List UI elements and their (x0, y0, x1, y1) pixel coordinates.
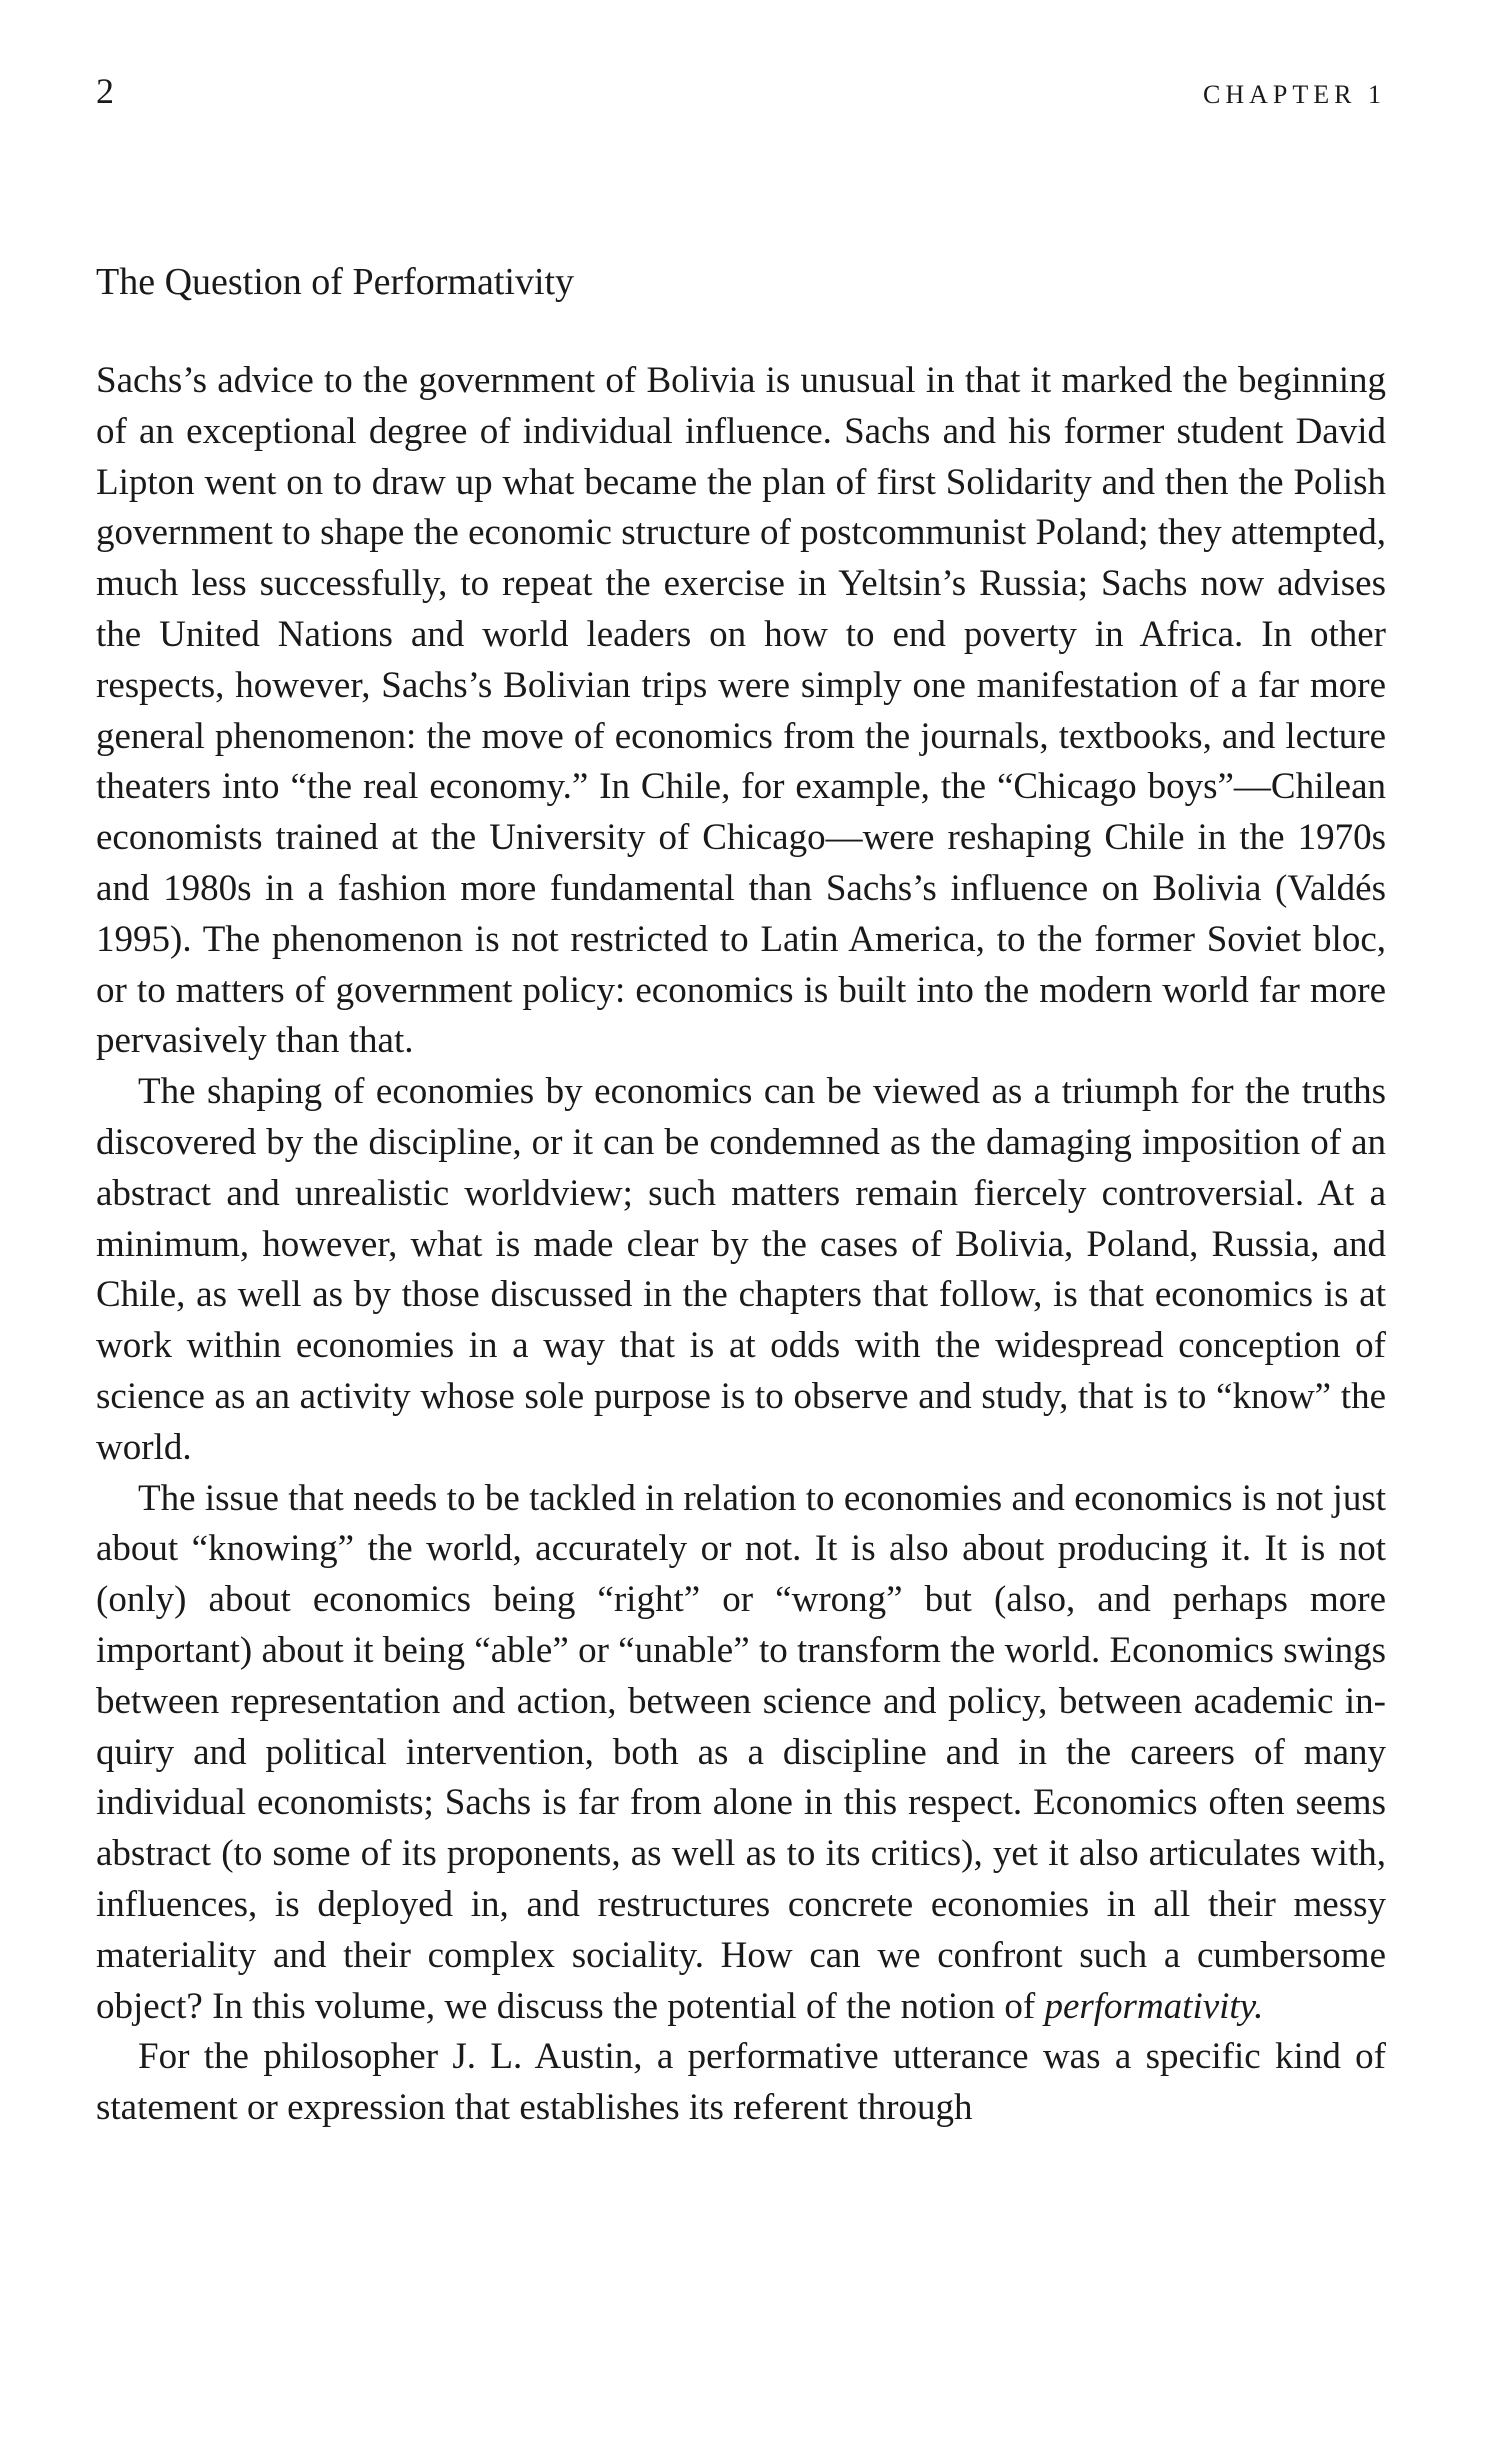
page-number: 2 (96, 71, 115, 111)
performativity-emphasis: performativity. (1044, 1985, 1264, 2027)
paragraph-1: Sachs’s advice to the government of Bolivia is unusual in that it marked the beginning of an exceptional degree of individual influence. Sachs and his former student David Lipton went on to draw up what became the plan of first Solidarity and then the Polish government to shape the economic structure of postcommunist Poland; they attempted, much less successfully, to repeat the exercise in Yeltsin’s Russia; Sachs now advises the United Nations and world leaders on how to end poverty in Africa. In other respects, however, Sachs’s Bolivian trips were simply one manifestation of a far more general phenomenon: the move of economics from the journals, textbooks, and lecture theaters into “the real economy.” In Chile, for example, the “Chicago boys”—Chilean economists trained at the University of Chicago—were reshaping Chile in the 1970s and 1980s in a fashion more fundamental than Sachs’s influence on Bolivia (Valdés 1995). The phenomenon is not restricted to Latin America, to the former Soviet bloc, or to matters of government policy: economics is built into the modern world far more pervasively than that. (96, 360, 1386, 1062)
paragraph-4: For the philosopher J. L. Austin, a performative utterance was a specific kind of statement or expression that establishes its referent through (96, 2036, 1386, 2129)
running-head (96, 70, 1386, 130)
paragraph-3 (96, 1474, 1386, 2033)
chapter-label: CHAPTER 1 (1203, 80, 1386, 109)
paragraph-3-text: The issue that needs to be tackled in relation to economies and economics is not just about “knowing” the world, accurately or not. It is also about producing it. It is not (only) about economics being “right” or “wrong” but (also, and perhaps more important) about it being “able” or “unable” to transform the world. Economics swings between representation and action, between science and policy, between academic inquiry and political intervention, both as a discipline and in the careers of many individual economists; Sachs is far from alone in this respect. Economics often seems abstract (to some of its proponents, as well as to its critics), yet it also articulates with, influences, is deployed in, and restructures concrete economies in all their messy materiality and their complex sociality. How can we confront such a cumbersome object? In this volume, we discuss the potential of the notion of (96, 1477, 1386, 2027)
book-page (96, 70, 1386, 2134)
body-text (96, 356, 1386, 2134)
section-heading: The Question of Performativity (96, 261, 575, 303)
paragraph-2: The shaping of economies by economics can be viewed as a triumph for the truths discovered by the discipline, or it can be condemned as the damaging imposition of an abstract and unrealistic worldview; such matters remain fiercely controversial. At a minimum, however, what is made clear by the cases of Bolivia, Poland, Russia, and Chile, as well as by those discussed in the chapters that follow, is that economics is at work within economies in a way that is at odds with the widespread conception of science as an activity whose sole purpose is to observe and study, that is to “know” the world. (96, 1071, 1386, 1468)
